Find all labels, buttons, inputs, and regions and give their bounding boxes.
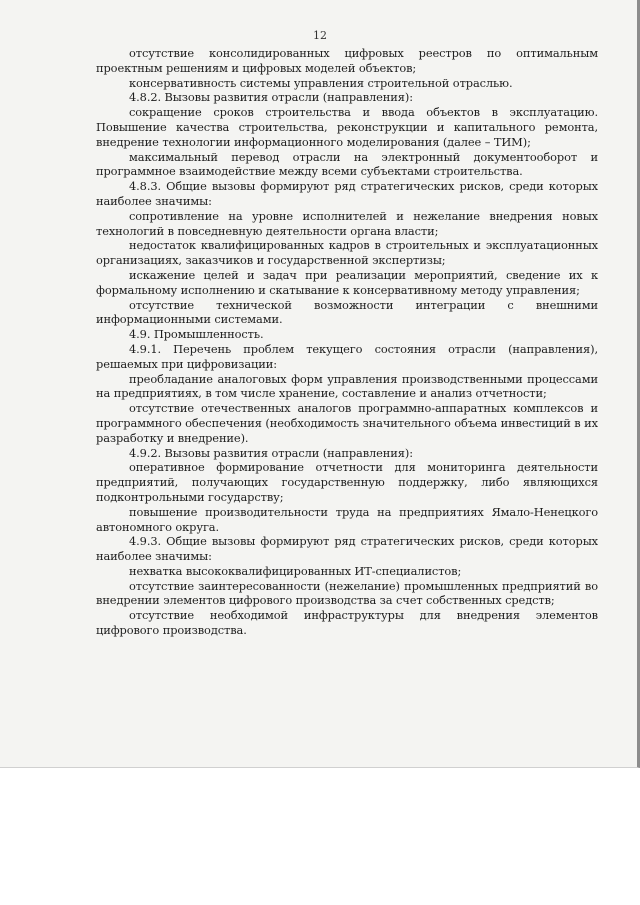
paragraph: оперативное формирование отчетности для мониторинга деятельности предприятий, получающих государственную поддержку, либо являющихся подконтрольными государству; bbox=[96, 460, 598, 504]
section-heading: 4.8.3. Общие вызовы формируют ряд стратегических рисков, среди которых наиболее значимы: bbox=[96, 179, 598, 208]
paragraph: преобладание аналоговых форм управления производственными процессами на предприятиях, в том числе хранение, составление и анализ отчетности; bbox=[96, 371, 598, 401]
paragraph: сопротивление на уровне исполнителей и нежелание внедрения новых технологий в повседневную деятельности органа власти; bbox=[96, 208, 598, 238]
section-heading: 4.9.3. Общие вызовы формируют ряд стратегических рисков, среди которых наиболее значимы: bbox=[96, 534, 598, 564]
paragraph: максимальный перевод отрасли на электронный документооборот и программное взаимодействие между всеми субъектами строительства. bbox=[96, 149, 598, 179]
paragraph: отсутствие отечественных аналогов программно-аппаратных комплексов и программного обеспечения (необходимость значительного объема инвестиций в их разработку и внедрение). bbox=[96, 401, 598, 445]
paragraph: сокращение сроков строительства и ввода объектов в эксплуатацию. Повышение качества строительства, реконструкции и капитального ремонта, внедрение технологии информационного моделирования (далее – ТИМ); bbox=[96, 105, 598, 149]
paragraph: недостаток квалифицированных кадров в строительных и эксплуатационных организациях, заказчиков и государственной экспертизы; bbox=[96, 238, 598, 268]
paragraph: искажение целей и задач при реализации мероприятий, сведение их к формальному исполнению и скатывание к консервативному методу управления; bbox=[96, 267, 598, 297]
paragraph: нехватка высококвалифицированных ИТ-специалистов; bbox=[129, 563, 462, 578]
section-heading: 4.8.2. Вызовы развития отрасли (направления): bbox=[129, 90, 413, 105]
paragraph: отсутствие консолидированных цифровых реестров по оптимальным проектным решениям и цифровых моделей объектов; bbox=[96, 46, 598, 75]
paragraph: отсутствие необходимой инфраструктуры для внедрения элементов цифрового производства. bbox=[96, 608, 598, 638]
paragraph: повышение производительности труда на предприятиях Ямало-Ненецкого автономного округа. bbox=[96, 504, 598, 534]
section-heading: 4.9. Промышленность. bbox=[129, 327, 264, 342]
paragraph: отсутствие технической возможности интеграции с внешними информационными системами. bbox=[96, 297, 598, 327]
page-number: 12 bbox=[313, 29, 327, 42]
paragraph: консервативность системы управления строительной отраслью. bbox=[129, 75, 513, 90]
document-body bbox=[96, 46, 598, 638]
paragraph: отсутствие заинтересованности (нежелание) промышленных предприятий во внедрении элементов цифрового производства за счет собственных средств; bbox=[96, 578, 598, 608]
section-heading: 4.9.2. Вызовы развития отрасли (направления): bbox=[129, 445, 413, 460]
section-heading: 4.9.1. Перечень проблем текущего состояния отрасли (направления), решаемых при цифровизации: bbox=[96, 341, 598, 371]
